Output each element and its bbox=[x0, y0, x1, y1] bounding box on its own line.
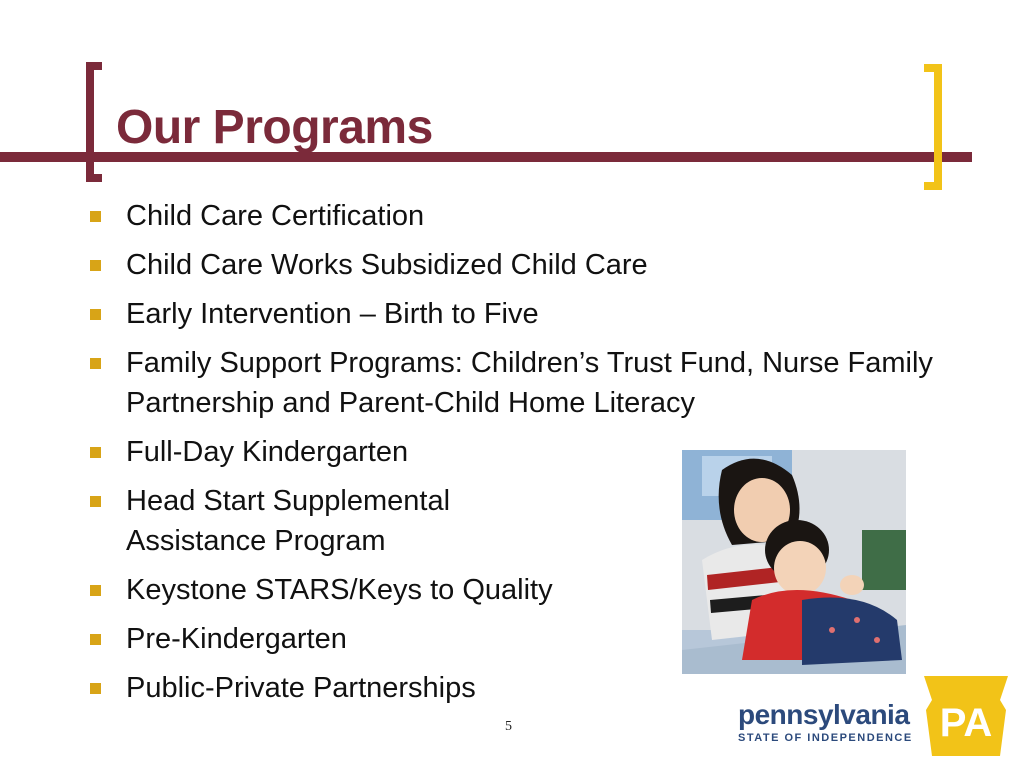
list-item: Head Start Supplemental bbox=[88, 481, 988, 521]
logo-word: pennsylvania bbox=[738, 699, 910, 730]
list-item: Child Care Certification bbox=[88, 196, 988, 236]
bullet-square-icon bbox=[90, 585, 101, 596]
bullet-square-icon bbox=[90, 309, 101, 320]
bullet-square-icon bbox=[90, 358, 101, 369]
slide-title: Our Programs bbox=[116, 101, 433, 154]
list-item: Family Support Programs: Children’s Trust Fund, Nurse Family Partnership and Parent-Child Home Literacy bbox=[88, 343, 988, 423]
right-bracket-decoration bbox=[924, 64, 942, 190]
list-item: Pre-Kindergarten bbox=[88, 619, 988, 659]
photo-children-icon bbox=[682, 450, 906, 674]
list-item: Full-Day Kindergarten bbox=[88, 432, 988, 472]
left-bracket-decoration bbox=[86, 62, 102, 182]
page-number: 5 bbox=[505, 719, 512, 734]
keystone-logo-icon bbox=[920, 670, 1012, 762]
list-item: Early Intervention – Birth to Five bbox=[88, 294, 988, 334]
children-photo bbox=[682, 450, 906, 674]
bullet-square-icon bbox=[90, 634, 101, 645]
bullet-square-icon bbox=[90, 496, 101, 507]
keystone-text: PA bbox=[939, 701, 993, 745]
list-item: Keystone STARS/Keys to Quality bbox=[88, 570, 988, 610]
bullet-square-icon bbox=[90, 683, 101, 694]
bullet-square-icon bbox=[90, 211, 101, 222]
bullet-square-icon bbox=[90, 447, 101, 458]
logo-tagline: STATE OF INDEPENDENCE bbox=[738, 732, 913, 744]
pennsylvania-logo-text bbox=[738, 700, 913, 744]
bullet-square-icon bbox=[90, 260, 101, 271]
list-item-continuation: Assistance Program bbox=[126, 525, 386, 557]
list-item: Public-Private Partnerships bbox=[88, 668, 988, 708]
list-item: Child Care Works Subsidized Child Care bbox=[88, 245, 988, 285]
